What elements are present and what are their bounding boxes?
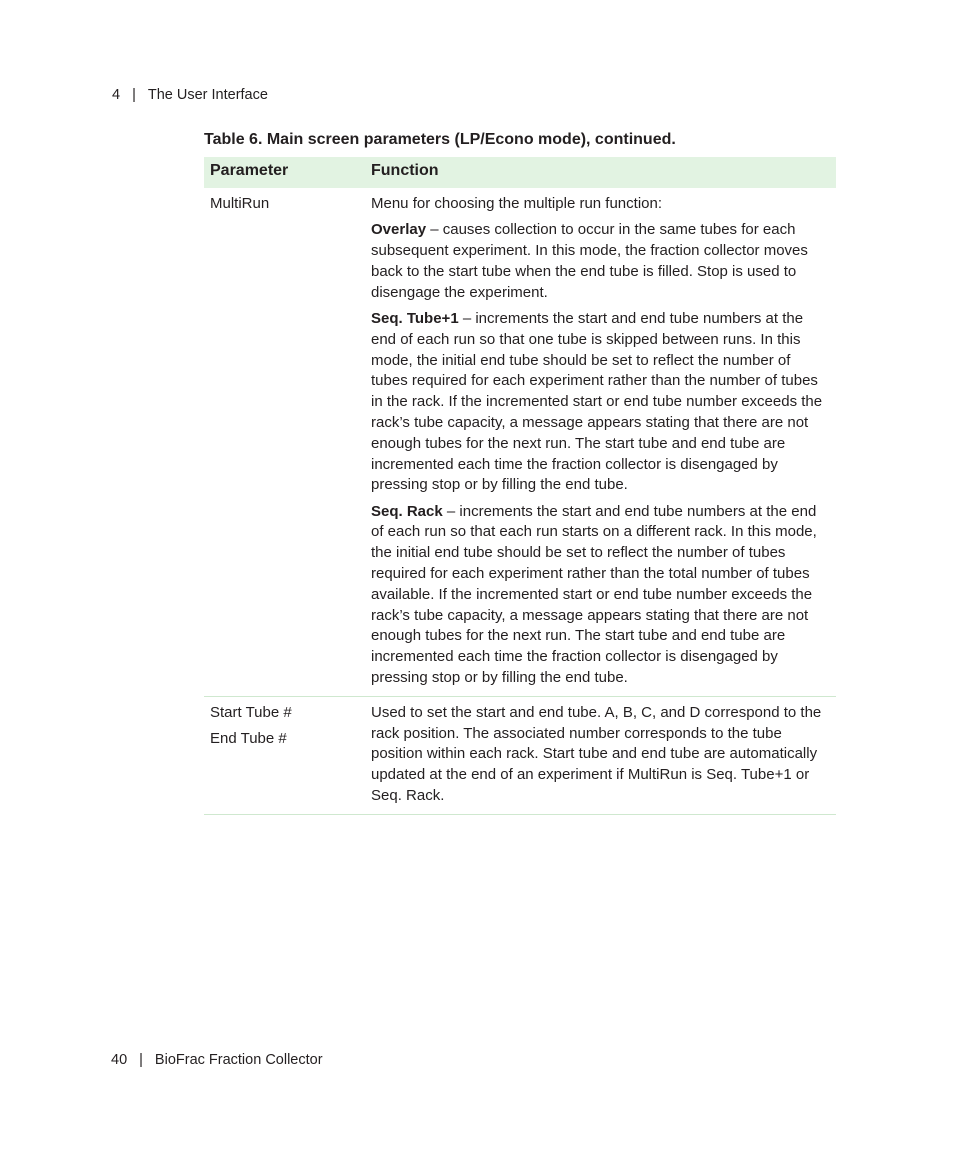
column-header-function: Function bbox=[365, 157, 836, 188]
chapter-title: The User Interface bbox=[147, 87, 268, 103]
function-item bbox=[371, 220, 830, 303]
function-item-text: – increments the start and end tube numbers at the end of each run so that one tube is skipped between runs. In this mode, the initial end tube should be set to reflect the number of tubes required for each experiment rather than the number of tubes in the rack. If the incremented start or end tube number exceeds the rack’s tube capacity, a message appears stating that there are not enough tubes for the next run. The start tube and end tube are incremented each time the fraction collector is disengaged by pressing stop or by filling the end tube. bbox=[371, 309, 823, 494]
function-text: Used to set the start and end tube. A, B, C, and D correspond to the rack position. The associated number corresponds to the tube position within each rack. Start tube and end tube are automatically updated at the end of an experiment if MultiRun is Seq. Tube+1 or Seq. Rack. bbox=[371, 703, 822, 805]
running-header bbox=[112, 87, 268, 103]
parameter-cell bbox=[204, 188, 365, 696]
parameter-cell bbox=[204, 696, 365, 814]
page-number: 40 bbox=[111, 1052, 128, 1068]
parameters-table bbox=[204, 157, 836, 815]
function-item-term: Overlay bbox=[371, 221, 427, 239]
chapter-number: 4 bbox=[112, 87, 121, 103]
table-row bbox=[204, 696, 836, 814]
running-footer bbox=[111, 1052, 323, 1068]
function-item-text: – causes collection to occur in the same tubes for each subsequent experiment. In this mode, the fraction collector moves back to the start tube when the end tube is filled. Stop is used to disengage the experiment. bbox=[371, 221, 808, 301]
function-item-term: Seq. Rack bbox=[371, 502, 443, 520]
function-cell bbox=[365, 696, 836, 814]
function-intro: Menu for choosing the multiple run function: bbox=[371, 195, 662, 212]
table-header-row bbox=[204, 157, 836, 188]
footer-separator: | bbox=[139, 1052, 143, 1068]
function-item-term: Seq. Tube+1 bbox=[371, 309, 459, 327]
column-header-parameter: Parameter bbox=[204, 157, 365, 188]
parameter-name: End Tube # bbox=[210, 730, 287, 748]
parameter-name: MultiRun bbox=[210, 195, 270, 212]
header-separator: | bbox=[132, 87, 136, 103]
table-row bbox=[204, 188, 836, 696]
function-item-text: – increments the start and end tube numbers at the end of each run so that each run starts on a different rack. In this mode, the initial end tube should be set to reflect the number of tubes required for each experiment rather than the total number of tubes available. If the incremented start or end tube number exceeds the rack’s tube capacity, a message appears stating that there are not enough tubes for the next run. The start tube and end tube are incremented each time the fraction collector is disengaged by pressing stop or by filling the end tube. bbox=[371, 502, 817, 687]
table-title: Table 6. Main screen parameters (LP/Econo mode), continued. bbox=[204, 131, 676, 148]
document-title: BioFrac Fraction Collector bbox=[154, 1052, 323, 1068]
function-item bbox=[371, 309, 830, 496]
parameter-name: Start Tube # bbox=[210, 703, 292, 721]
function-item bbox=[371, 502, 830, 689]
function-cell bbox=[365, 188, 836, 696]
